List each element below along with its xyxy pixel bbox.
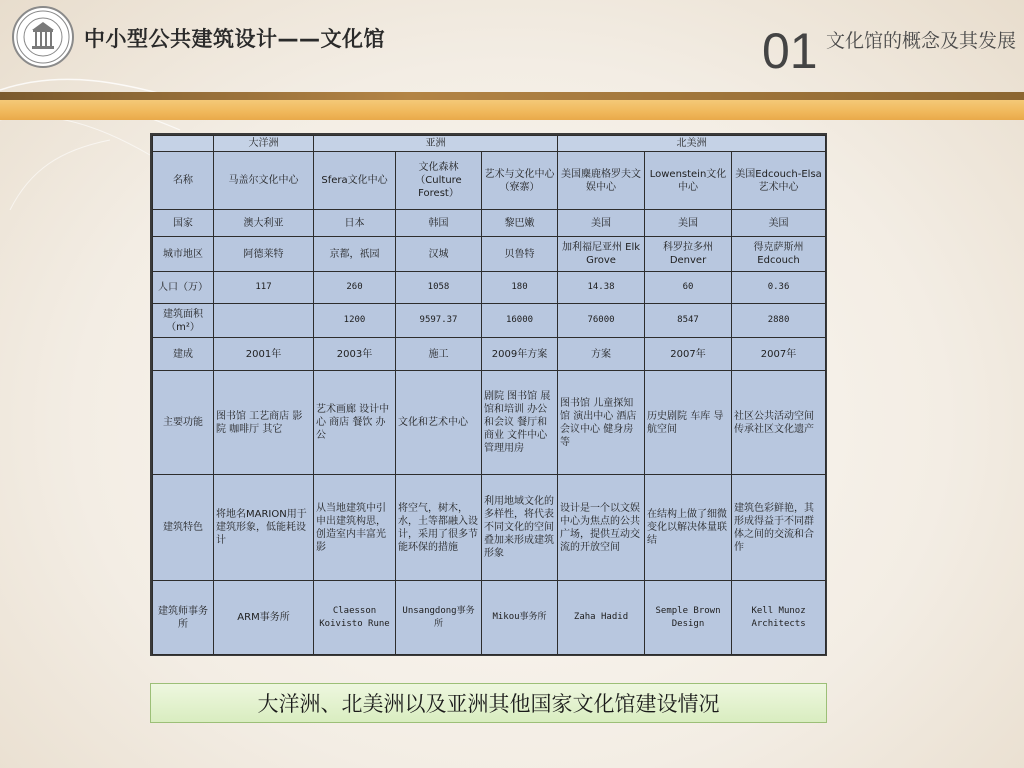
table-cell: 1058: [396, 272, 482, 304]
table-cell: 2007年: [645, 338, 732, 371]
region-header-asia: 亚洲: [314, 136, 558, 152]
table-cell: 16000: [482, 304, 558, 338]
table-cell: 文化和艺术中心: [396, 371, 482, 475]
table-cell: 将空气，树木，水，土等都融入设计，采用了很多节能环保的措施: [396, 475, 482, 581]
table-cell: 京都，祇园: [314, 237, 396, 272]
table-cell: 科罗拉多州 Denver: [645, 237, 732, 272]
header-divider-light: [0, 100, 1024, 120]
table-cell: ARM事务所: [214, 581, 314, 655]
section-title: 文化馆的概念及其发展: [826, 30, 1017, 52]
table-cell: 2001年: [214, 338, 314, 371]
table-cell: 建筑色彩鲜艳，其形成得益于不同群体之间的交流和合作: [732, 475, 826, 581]
course-title: 中小型公共建筑设计——文化馆: [84, 27, 385, 51]
table-cell: 图书馆 儿童探知馆 演出中心 酒店 会议中心 健身房等: [558, 371, 645, 475]
table-cell: 2003年: [314, 338, 396, 371]
table-cell: 将地名MARION用于建筑形象，低能耗设计: [214, 475, 314, 581]
table-cell: 加利福尼亚州 Elk Grove: [558, 237, 645, 272]
region-header-north-america: 北美洲: [558, 136, 826, 152]
table-cell: Semple Brown Design: [645, 581, 732, 655]
section-number: 01: [762, 23, 818, 79]
table-cell: 0.36: [732, 272, 826, 304]
table-cell: 1200: [314, 304, 396, 338]
header-divider-dark: [0, 92, 1024, 100]
row-label-name: 名称: [153, 152, 214, 210]
table-cell: 韩国: [396, 210, 482, 237]
row-label-completed: 建成: [153, 338, 214, 371]
table-cell: 2007年: [732, 338, 826, 371]
table-cell: 180: [482, 272, 558, 304]
culture-center-table: [150, 133, 827, 656]
row-label-functions: 主要功能: [153, 371, 214, 475]
table-cell: 日本: [314, 210, 396, 237]
row-label-architect: 建筑师事务所: [153, 581, 214, 655]
row-label-floor-area: 建筑面积（m²）: [153, 304, 214, 338]
table-corner: [153, 136, 214, 152]
table-cell: 76000: [558, 304, 645, 338]
table-cell: 文化森林（Culture Forest）: [396, 152, 482, 210]
table-cell: Claesson Koivisto Rune: [314, 581, 396, 655]
region-header-oceania: 大洋洲: [214, 136, 314, 152]
table-caption: 大洋洲、北美洲以及亚洲其他国家文化馆建设情况: [150, 683, 827, 723]
table-cell: 从当地建筑中引申出建筑构思，创造室内丰富光影: [314, 475, 396, 581]
table-cell: 美国: [558, 210, 645, 237]
table-cell: 美国Edcouch-Elsa艺术中心: [732, 152, 826, 210]
row-label-city: 城市地区: [153, 237, 214, 272]
table-cell: Sfera文化中心: [314, 152, 396, 210]
table-cell: 艺术与文化中心（寮寨）: [482, 152, 558, 210]
table-cell: 美国: [645, 210, 732, 237]
row-label-population: 人口（万）: [153, 272, 214, 304]
table-cell: 2880: [732, 304, 826, 338]
table-cell: 贝鲁特: [482, 237, 558, 272]
table-cell: 14.38: [558, 272, 645, 304]
table-cell: Kell Munoz Architects: [732, 581, 826, 655]
table-cell: 澳大利亚: [214, 210, 314, 237]
table-cell: 艺术画廊 设计中心 商店 餐饮 办公: [314, 371, 396, 475]
table-cell: 美国麋鹿格罗夫文娱中心: [558, 152, 645, 210]
table-cell: 8547: [645, 304, 732, 338]
table-cell: 117: [214, 272, 314, 304]
table-cell: 得克萨斯州 Edcouch: [732, 237, 826, 272]
table-cell: 剧院 图书馆 展馆和培训 办公和会议 餐厅和商业 文件中心 管理用房: [482, 371, 558, 475]
table-cell: 在结构上做了细微变化以解决体量联结: [645, 475, 732, 581]
table-cell: 黎巴嫩: [482, 210, 558, 237]
table-cell: 60: [645, 272, 732, 304]
table-cell: 美国: [732, 210, 826, 237]
table-cell: 利用地域文化的多样性，将代表不同文化的空间叠加来形成建筑形象: [482, 475, 558, 581]
table-cell: 历史剧院 车库 导航空间: [645, 371, 732, 475]
row-label-country: 国家: [153, 210, 214, 237]
table-cell: 施工: [396, 338, 482, 371]
table-cell: 设计是一个以文娱中心为焦点的公共广场，提供互动交流的开放空间: [558, 475, 645, 581]
table-cell: Mikou事务所: [482, 581, 558, 655]
table-cell: 阿德莱特: [214, 237, 314, 272]
table-cell: 260: [314, 272, 396, 304]
table-cell: [214, 304, 314, 338]
row-label-features: 建筑特色: [153, 475, 214, 581]
table-cell: 汉城: [396, 237, 482, 272]
table-cell: 社区公共活动空间 传承社区文化遗产: [732, 371, 826, 475]
table-cell: 方案: [558, 338, 645, 371]
table-cell: Zaha Hadid: [558, 581, 645, 655]
table-cell: 图书馆 工艺商店 影院 咖啡厅 其它: [214, 371, 314, 475]
table-cell: 马盖尔文化中心: [214, 152, 314, 210]
table-cell: 2009年方案: [482, 338, 558, 371]
table-cell: 9597.37: [396, 304, 482, 338]
table-cell: Unsangdong事务所: [396, 581, 482, 655]
university-seal-icon: [12, 6, 74, 68]
table-cell: Lowenstein文化中心: [645, 152, 732, 210]
